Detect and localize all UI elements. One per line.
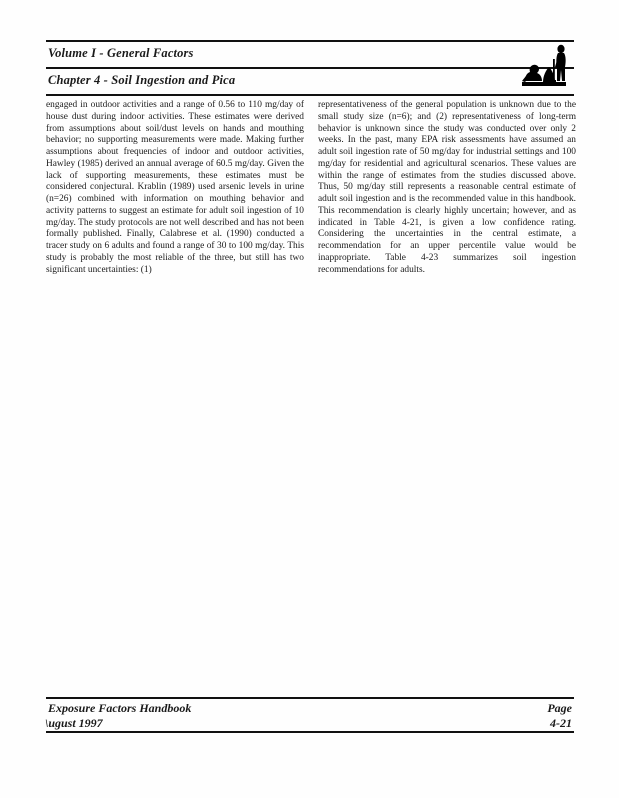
header-volume-row [46, 42, 574, 67]
body-column-right [318, 100, 576, 276]
body-paragraph-right: representativeness of the general population is unknown due to the small study size (n=6); and (2) representativeness of long-term behavior is unknown since the study was conducted over only 2 weeks. In the past, many EPA risk assessments have assumed an adult soil ingestion rate of 50 mg/day for industrial settings and 100 mg/day for residential and agricultural scenarios. These values are within the range of estimates from the studies discussed above. Thus, 50 mg/day still represents a reasonable central estimate of adult soil ingestion and is the recommended value in this handbook. This recommendation is clearly highly uncertain; however, and as indicated in Table 4-21, is given a low confidence rating. Considering the uncertainties in the central estimate, a recommendation for an upper percentile value would be inappropriate. Table 4-23 summarizes soil ingestion recommendations for adults. [318, 100, 576, 275]
footer-left-block [45, 701, 192, 730]
running-header [46, 40, 574, 96]
footer-page-number: 4-21 [550, 715, 572, 730]
footer-rule-bottom [46, 731, 574, 733]
header-volume-text: Volume I - General Factors [48, 46, 194, 60]
footer-date: \ugust 1997 [45, 715, 103, 730]
running-footer [46, 697, 574, 733]
header-chapter-row [46, 69, 574, 94]
two-column-body [46, 100, 576, 276]
header-rule-bottom [46, 94, 574, 96]
footer-document-title: Exposure Factors Handbook [48, 701, 192, 715]
footer-page-label: Page [547, 701, 572, 715]
soil-digging-figures-silhouette-icon [516, 43, 574, 89]
body-column-left [46, 100, 304, 276]
footer-right-block [547, 701, 572, 730]
footer-content [46, 699, 574, 731]
body-paragraph-left: engaged in outdoor activities and a range of 0.56 to 110 mg/day of house dust during indoor activities. These estimates were derived from assumptions about soil/dust levels on hands and mouthing behavior; no supporting measurements were made. Making further assumptions about frequencies of indoor and outdoor activities, Hawley (1985) derived an annual average of 60.5 mg/day. Given the lack of supporting measurements, these estimates must be considered conjectural. Krablin (1989) used arsenic levels in urine (n=26) combined with information on mouthing behavior and activity patterns to suggest an estimate for adult soil ingestion of 10 mg/day. The study protocols are not well described and has not been formally published. Finally, Calabrese et al. (1990) conducted a tracer study on 6 adults and found a range of 30 to 100 mg/day. This study is probably the most reliable of the three, but still has two significant uncertainties: (1) [46, 100, 304, 275]
header-chapter-text: Chapter 4 - Soil Ingestion and Pica [48, 73, 236, 87]
